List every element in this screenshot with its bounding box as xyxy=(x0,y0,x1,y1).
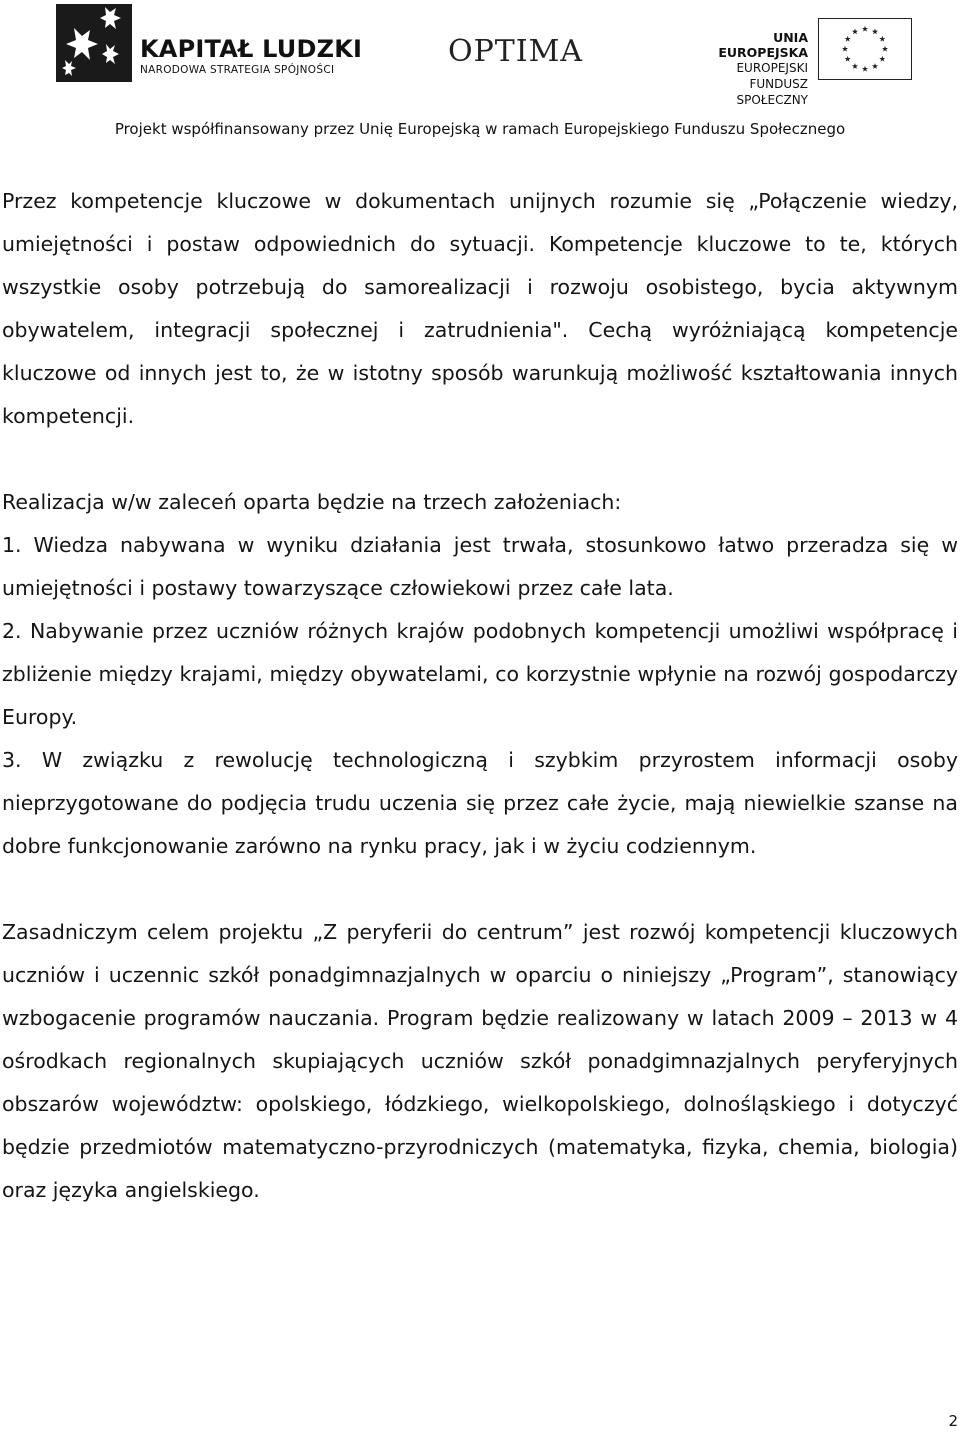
project-cofinancing-line: Projekt współfinansowany przez Unię Europejską w ramach Europejskiego Funduszu Społecznego xyxy=(114,120,846,138)
paragraph-project-goal: Zasadniczym celem projektu „Z peryferii do centrum” jest rozwój kompetencji kluczowych uczniów i uczennic szkół ponadgimnazjalnych w oparciu o niniejszy „Program”, stanowiący wzbogacenie programów nauczania. Program będzie realizowany w latach 2009 – 2013 w 4 ośrodkach regionalnych skupiających uczniów szkół ponadgimnazjalnych peryferyjnych obszarów województw: opolskiego, łódzkiego, wielkopolskiego, dolnośląskiego i dotyczyć będzie przedmiotów matematyczno-przyrodniczych (matematyka, fizyka, chemia, biologia) oraz języka angielskiego. xyxy=(2,920,958,1202)
paragraph-assumptions-intro: Realizacja w/w zaleceń oparta będzie na trzech założeniach: xyxy=(2,490,622,514)
list-item-3: 3. W związku z rewolucję technologiczną i szybkim przyrostem informacji osoby nieprzygotowane do podjęcia trudu uczenia się przez całe życie, mają niewielkie szanse na dobre funkcjonowanie zarówno na rynku pracy, jak i w życiu codziennym. xyxy=(2,748,958,858)
kapital-ludzki-logo-title: KAPITAŁ LUDZKI xyxy=(140,35,363,63)
list-item-1: 1. Wiedza nabywana w wyniku działania jest trwała, stosunkowo łatwo przeradza się w umiejętności i postawy towarzyszące człowiekowi przez całe lata. xyxy=(2,533,958,600)
document-body xyxy=(2,180,958,1212)
list-item-2: 2. Nabywanie przez uczniów różnych krajów podobnych kompetencji umożliwi współpracę i zbliżenie między krajami, między obywatelami, co korzystnie wpłynie na rozwój gospodarczy Europy. xyxy=(2,619,958,729)
eu-logo-line2: EUROPEJSKI xyxy=(736,61,808,75)
eu-logo-line1: UNIA EUROPEJSKA xyxy=(718,30,808,60)
kapital-ludzki-emblem-icon xyxy=(56,4,132,82)
eu-logo-text xyxy=(682,30,808,108)
paragraph-key-competences: Przez kompetencje kluczowe w dokumentach unijnych rozumie się „Połączenie wiedzy, umiejętności i postaw odpowiednich do sytuacji. Kompetencje kluczowe to te, których wszystkie osoby potrzebują do samorealizacji i rozwoju osobistego, bycia aktywnym obywatelem, integracji społecznej i zatrudnienia". Cechą wyróżniającą kompetencje kluczowe od innych jest to, że w istotny sposób warunkują możliwość kształtowania innych kompetencji. xyxy=(2,189,958,428)
eu-logo-line3: FUNDUSZ SPOŁECZNY xyxy=(736,77,808,107)
page-header xyxy=(0,0,960,150)
kapital-ludzki-logo-subtitle: NARODOWA STRATEGIA SPÓJNOŚCI xyxy=(140,64,335,76)
optima-logo: OPTIMA xyxy=(448,34,584,69)
page-number: 2 xyxy=(948,1412,958,1430)
eu-flag-icon xyxy=(818,18,912,80)
